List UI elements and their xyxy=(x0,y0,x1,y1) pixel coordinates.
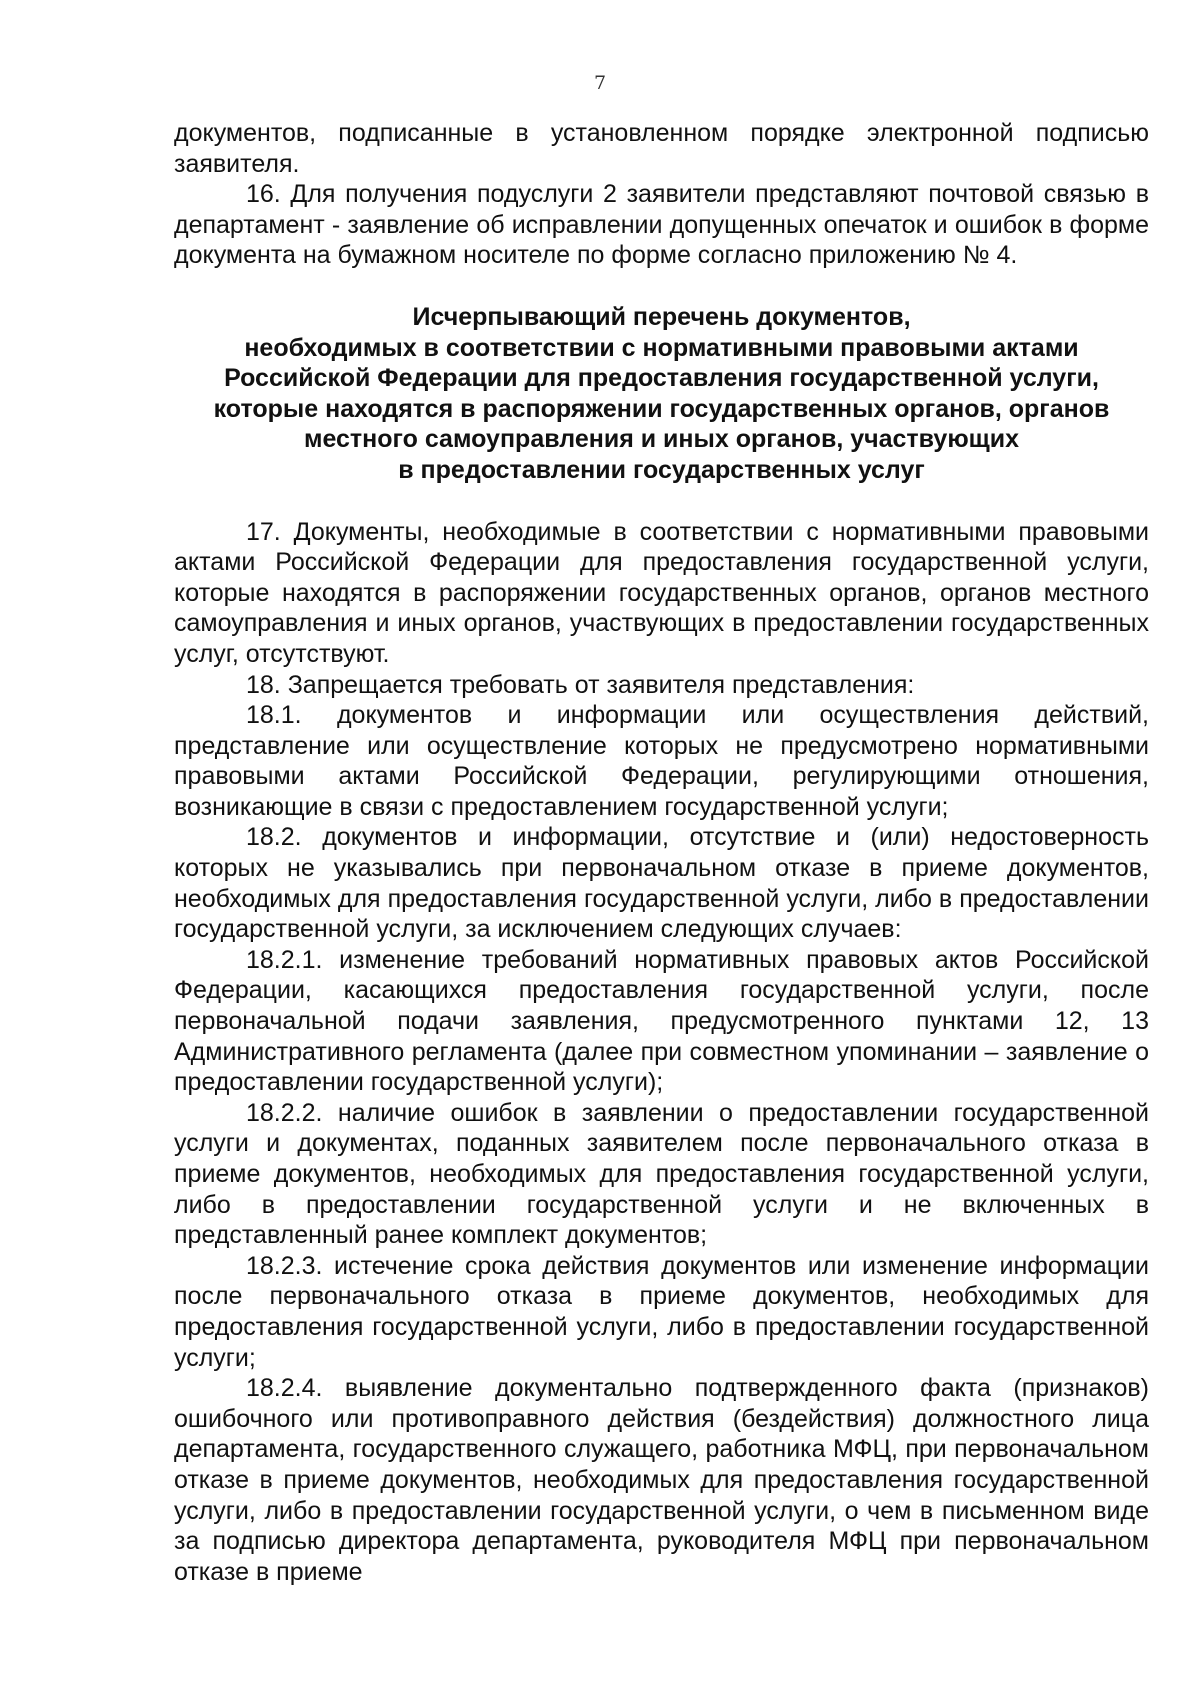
paragraph-18-2-3: 18.2.3. истечение срока действия документов или изменение информации после первоначального отказа в приеме документов, необходимых для предоставления государственной услуги, либо в предоставлении государственной услуги; xyxy=(174,1251,1149,1372)
section-heading-line: в предоставлении государственных услуг xyxy=(398,455,925,484)
section-heading-line: необходимых в соответствии с нормативными правовыми актами xyxy=(244,333,1079,362)
paragraph-17: 17. Документы, необходимые в соответствии с нормативными правовыми актами Российской Федерации для предоставления государственной услуги, которые находятся в распоряжении государственных органов, органов местного самоуправления и иных органов, участвующих в предоставлении государственных услуг, отсутствуют. xyxy=(174,517,1149,668)
paragraph-18-1: 18.1. документов и информации или осуществления действий, представление или осуществление которых не предусмотрено нормативными правовыми актами Российской Федерации, регулирующими отношения, возникающие в связи с предоставлением государственной услуги; xyxy=(174,701,1149,821)
paragraph-18-2-2: 18.2.2. наличие ошибок в заявлении о предоставлении государственной услуги и документах, поданных заявителем после первоначального отказа в приеме документов, необходимых для предоставления государственной услуги, либо в предоставлении государственной услуги и не включенных в представленный ранее комплект документов; xyxy=(174,1098,1149,1250)
paragraph-continuation: документов, подписанные в установленном порядке электронной подписью заявителя. xyxy=(174,119,1149,178)
page-number: 7 xyxy=(593,72,607,94)
section-heading-line: Российской Федерации для предоставления государственной услуги, xyxy=(224,364,1099,393)
document-body xyxy=(174,118,1149,1587)
section-heading-line: которые находятся в распоряжении государственных органов, органов xyxy=(213,394,1110,423)
section-heading-line: Исчерпывающий перечень документов, xyxy=(412,302,911,331)
paragraph-16: 16. Для получения подуслуги 2 заявители представляют почтовой связью в департамент - заявление об исправлении допущенных опечаток и ошибок в форме документа на бумажном носителе по форме согласно приложению № 4. xyxy=(174,180,1149,270)
paragraph-18-2-1: 18.2.1. изменение требований нормативных правовых актов Российской Федерации, касающихся предоставления государственной услуги, после первоначальной подачи заявления, предусмотренного пунктами 12, 13 Административного регламента (далее при совместном упоминании – заявление о предоставлении государственной услуги); xyxy=(174,945,1149,1097)
paragraph-18-2-4: 18.2.4. выявление документально подтвержденного факта (признаков) ошибочного или противоправного действия (бездействия) должностного лица департамента, государственного служащего, работника МФЦ, при первоначальном отказе в приеме документов, необходимых для предоставления государственной услуги, либо в предоставлении государственной услуги, о чем в письменном виде за подписью директора департамента, руководителя МФЦ при первоначальном отказе в приеме xyxy=(174,1374,1149,1586)
paragraph-18-2: 18.2. документов и информации, отсутствие и (или) недостоверность которых не указывались при первоначальном отказе в приеме документов, необходимых для предоставления государственной услуги, либо в предоставлении государственной услуги, за исключением следующих случаев: xyxy=(174,823,1149,944)
paragraph-18: 18. Запрещается требовать от заявителя представления: xyxy=(246,670,915,699)
section-heading xyxy=(174,302,1149,486)
section-heading-line: местного самоуправления и иных органов, участвующих xyxy=(303,425,1020,454)
